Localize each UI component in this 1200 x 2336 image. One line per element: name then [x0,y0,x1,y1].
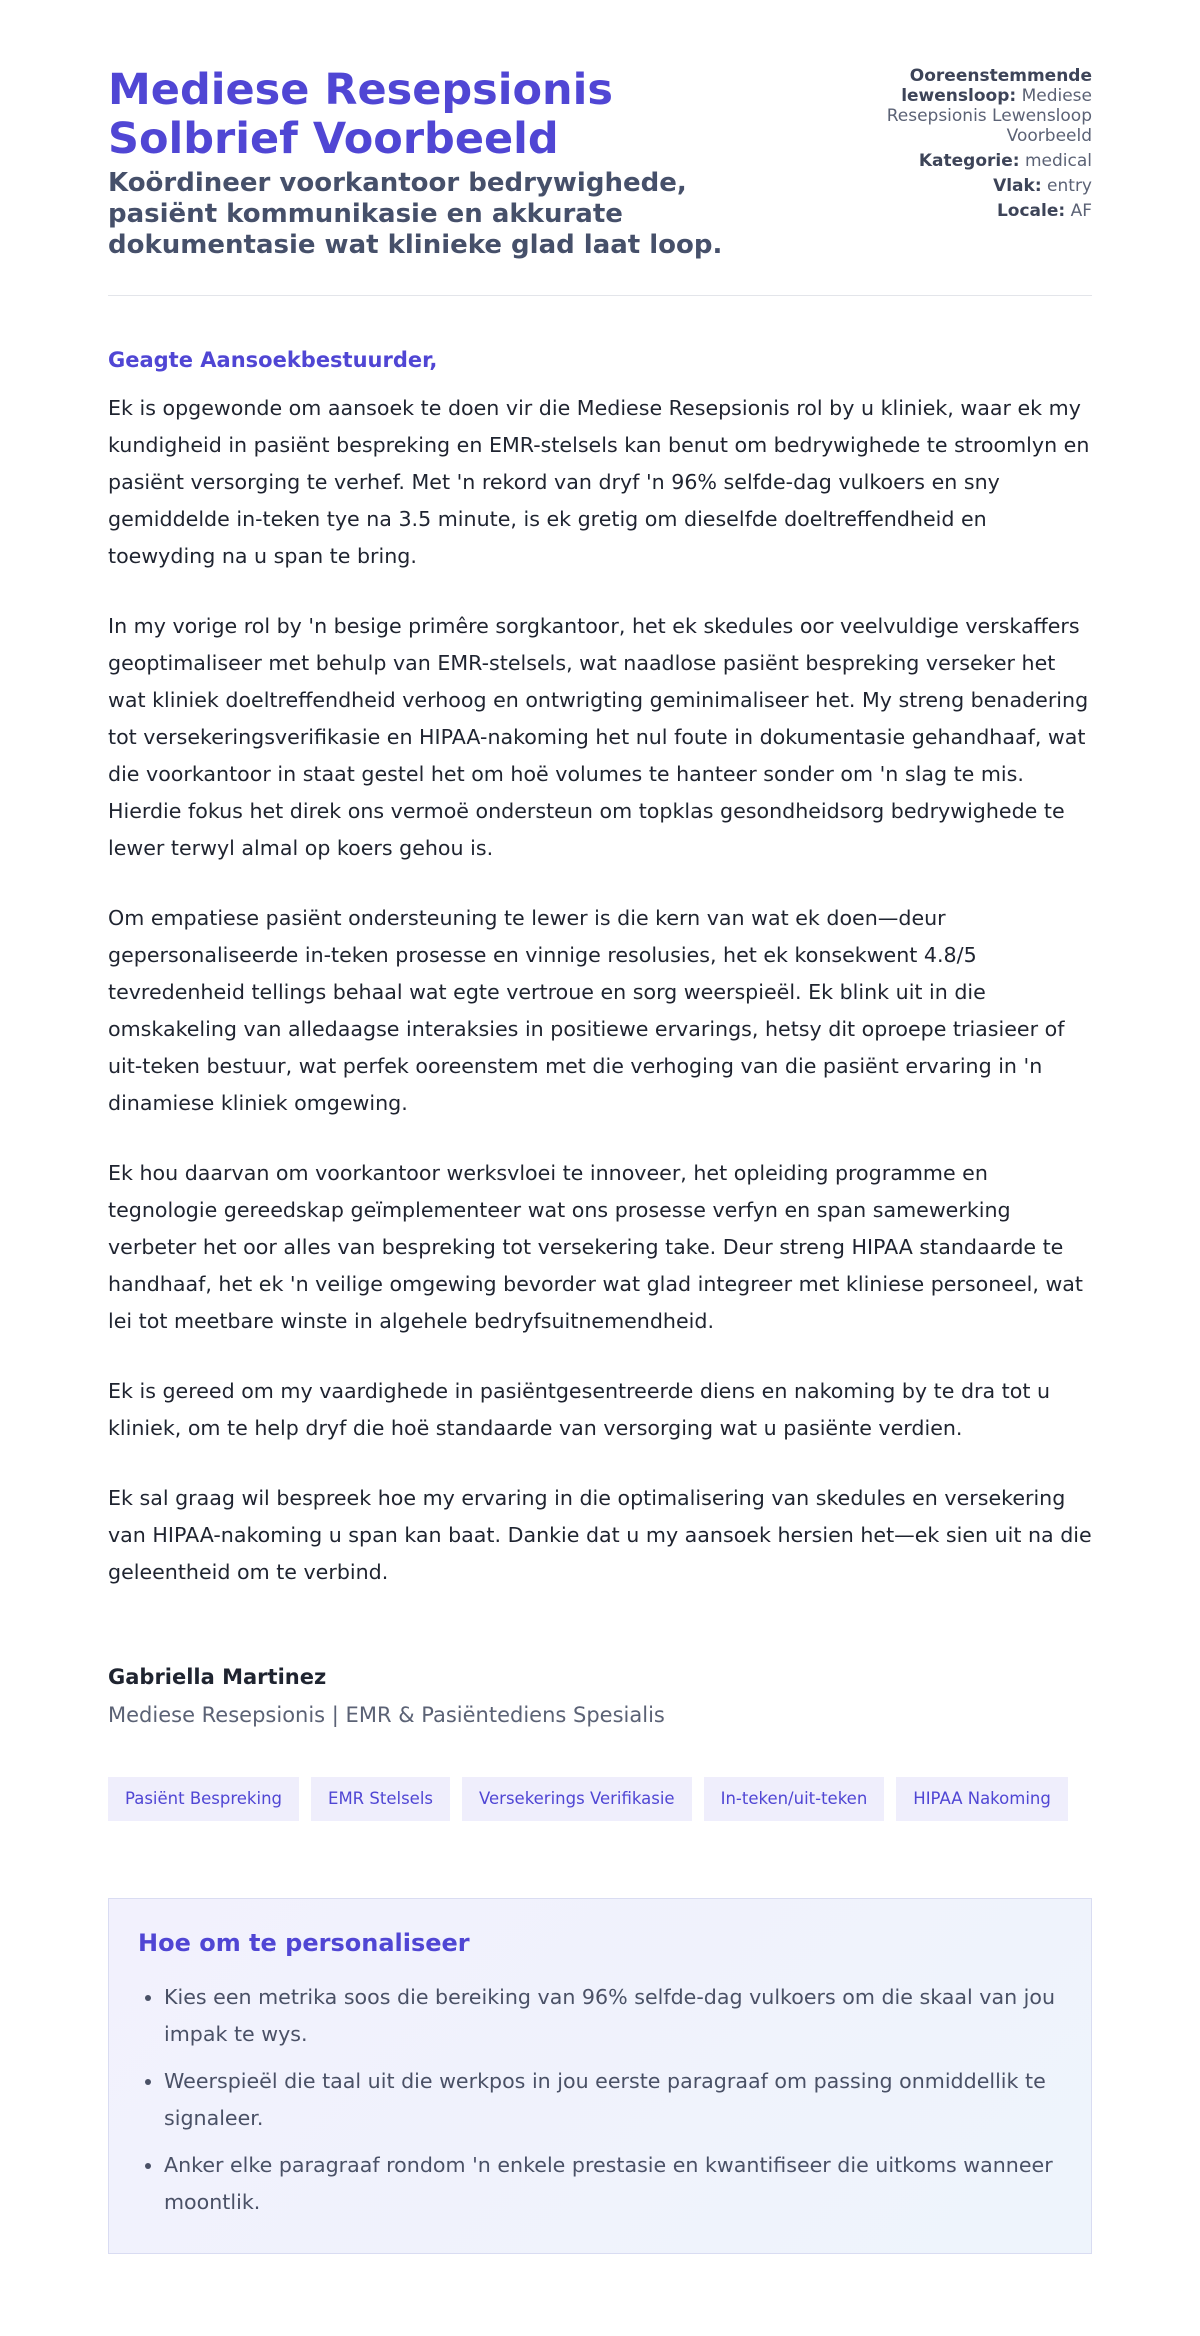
page-title: Mediese Resepsionis Solbrief Voorbeeld [108,65,613,164]
meta-locale [842,201,1092,221]
tips-title: Hoe om te personaliseer [138,1929,470,1957]
meta-key: Vlak: [993,176,1042,196]
meta-value: AF [1070,201,1092,221]
letter-paragraph: Ek is gereed om my vaardighede in pasiëntgesentreerde diens en nakoming by te dra tot u kliniek, om te help dryf die hoë standaarde van versorging wat u pasiënte verdien. [108,1379,1051,1440]
meta-category [842,151,1092,171]
letter-greeting: Geagte Aansoekbestuurder, [108,348,438,372]
meta-key: Ooreenstemmende lewensloop: [901,66,1092,106]
letter-paragraph: Ek is opgewonde om aansoek te doen vir die Mediese Resepsionis rol by u kliniek, waar ek my kundigheid in pasiënt bespreking en EMR-stelsels kan benut om bedrywighede te stroomlyn en pasiënt versorging te verhef. Met 'n rekord van dryf 'n 96% selfde-dag vulkoers en sny gemiddelde in-teken tye na 3.5 minute, is ek gretig om dieselfde doeltreffendheid en toewyding na u span te bring. [108,396,1090,568]
title-block [108,66,788,261]
skill-tag: In-teken/uit-teken [704,1777,885,1821]
meta-level [842,176,1092,196]
meta-value: entry [1047,176,1092,196]
personalize-tips-box [108,1898,1092,2254]
tips-list-item: • Weerspieël die taal uit die werkpos in jou eerste paragraaf om passing onmiddellik te signaleer. [164,2063,1062,2137]
letter-paragraph: Ek hou daarvan om voorkantoor werksvloei te innoveer, het opleiding programme en tegnologie gereedskap geïmplementeer wat ons prosesse verfyn en span samewerking verbeter het oor alles van bespreking tot versekering take. Deur streng HIPAA standaarde te handhaaf, het ek 'n veilige omgewing bevorder wat glad integreer met kliniese personeel, wat lei tot meetbare winste in algehele bedryfsuitnemendheid. [108,1161,1083,1333]
meta-matching-resume [842,66,1092,146]
meta-key: Locale: [996,201,1066,221]
tips-list [138,1979,1062,2221]
skill-tag: EMR Stelsels [311,1777,450,1821]
skill-tags [108,1777,1092,1821]
meta-value: medical [1024,151,1092,171]
signature-title: Mediese Resepsionis | EMR & Pasiëntediens Spesialis [108,1703,665,1727]
skill-tag: Versekerings Verifikasie [462,1777,692,1821]
page-subtitle: Koördineer voorkantoor bedrywighede, pasiënt kommunikasie en akkurate dokumentasie wat klinieke glad laat loop. [108,168,723,260]
tips-list-item: • Anker elke paragraaf rondom 'n enkele prestasie en kwantifiseer die uitkoms wanneer moontlik. [164,2147,1062,2221]
meta-panel [842,66,1092,226]
letter-body [108,348,1092,1727]
skill-tag: Pasiënt Bespreking [108,1777,299,1821]
skill-tag: HIPAA Nakoming [896,1777,1068,1821]
meta-value: Mediese Resepsionis Lewensloop Voorbeeld [886,86,1092,146]
letter-paragraph: Ek sal graag wil bespreek hoe my ervaring in die optimalisering van skedules en versekering van HIPAA-nakoming u span kan baat. Dankie dat u my aansoek hersien het—ek sien uit na die geleentheid om te verbind. [108,1486,1092,1584]
meta-key: Kategorie: [918,151,1020,171]
letter-paragraph: In my vorige rol by 'n besige primêre sorgkantoor, het ek skedules oor veelvuldige verskaffers geoptimaliseer met behulp van EMR-stelsels, wat naadlose pasiënt bespreking verseker het wat kliniek doeltreffendheid verhoog en ontwrigting geminimaliseer het. My streng benadering tot versekeringsverifikasie en HIPAA-nakoming het nul foute in dokumentasie gehandhaaf, wat die voorkantoor in staat gestel het om hoë volumes te hanteer sonder om 'n slag te mis. Hierdie fokus het direk ons vermoë ondersteun om topklas gesondheidsorg bedrywighede te lewer terwyl almal op koers gehou is. [108,614,1089,860]
tips-list-item: • Kies een metrika soos die bereiking van 96% selfde-dag vulkoers om die skaal van jou impak te wys. [164,1979,1062,2053]
letter-paragraph: Om empatiese pasiënt ondersteuning te lewer is die kern van wat ek doen—deur gepersonaliseerde in-teken prosesse en vinnige resolusies, het ek konsekwent 4.8/5 tevredenheid tellings behaal wat egte vertroue en sorg weerspieël. Ek blink uit in die omskakeling van alledaagse interaksies in positiewe ervarings, hetsy dit oproepe triasieer of uit-teken bestuur, wat perfek ooreenstem met die verhoging van die pasiënt ervaring in 'n dinamiese kliniek omgewing. [108,906,1065,1115]
page-header [108,66,1092,296]
signature-name: Gabriella Martinez [108,1665,327,1689]
